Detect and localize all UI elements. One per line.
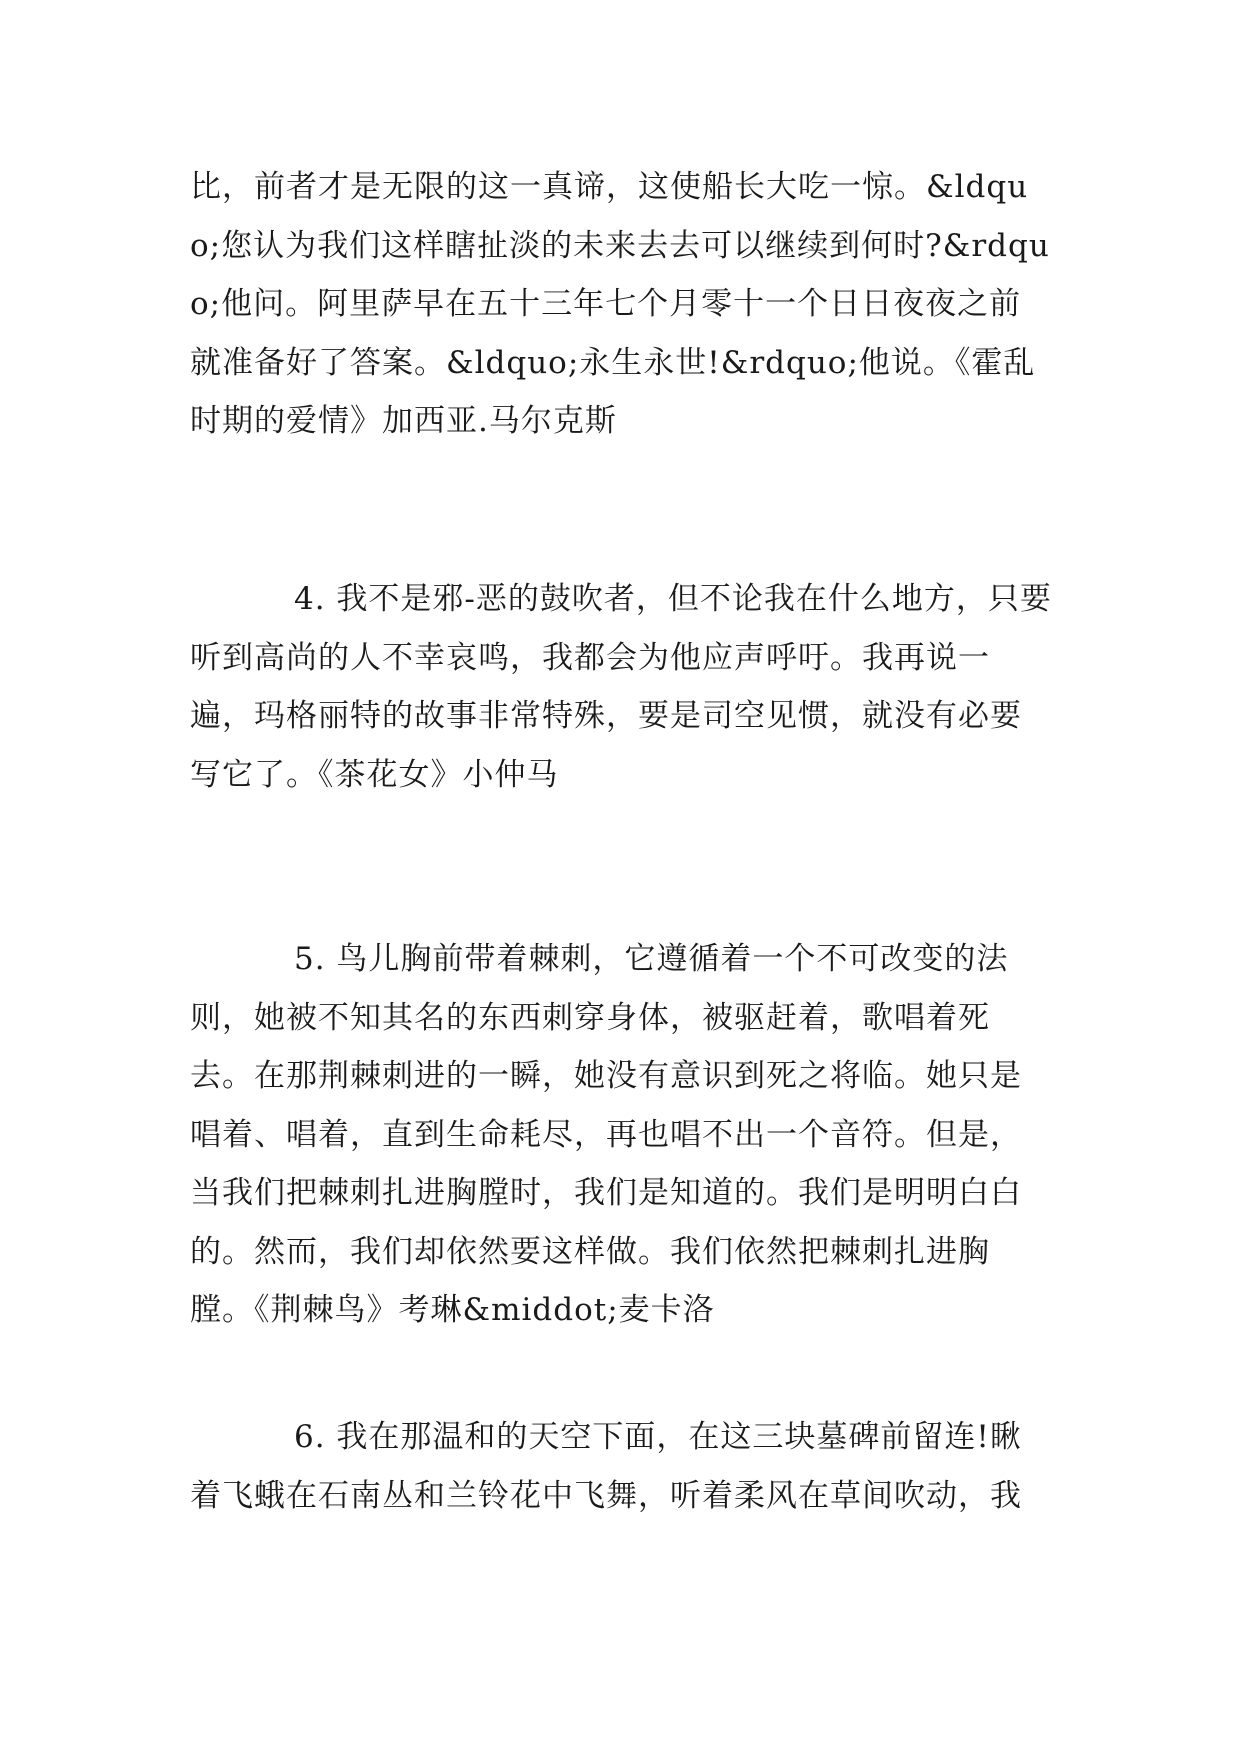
paragraph-3: 5. 鸟儿胸前带着棘刺，它遵循着一个不可改变的法则，她被不知其名的东西刺穿身体，被驱赶着，歌唱着死去。在那荆棘刺进的一瞬，她没有意识到死之将临。她只是唱着、唱着，直到生命耗尽，再也唱不出一个音符。但是，当我们把棘刺扎进胸膛时，我们是知道的。我们是明明白白的。然而，我们却依然要这样做。我们依然把棘刺扎进胸膛。《荆棘鸟》考琳&middot;麦卡洛: [190, 941, 1022, 1328]
document-page: [190, 0, 1052, 1754]
paragraph-2: 4. 我不是邪-恶的鼓吹者，但不论我在什么地方，只要听到高尚的人不幸哀鸣，我都会为他应声呼吁。我再说一遍，玛格丽特的故事非常特殊，要是司空见惯，就没有必要写它了。《茶花女》小仲马: [190, 581, 1052, 793]
paragraph-4: 6. 我在那温和的天空下面，在这三块墓碑前留连!瞅着飞蛾在石南丛和兰铃花中飞舞，听着柔风在草间吹动，我: [190, 1419, 1022, 1514]
paragraph-1: 比，前者才是无限的这一真谛，这使船长大吃一惊。&ldquo;您认为我们这样瞎扯淡的未来去去可以继续到何时?&rdquo;他问。阿里萨早在五十三年七个月零十一个日日夜夜之前就准备好了答案。&ldquo;永生永世!&rdquo;他说。《霍乱时期的爱情》加西亚.马尔克斯: [190, 169, 1050, 439]
